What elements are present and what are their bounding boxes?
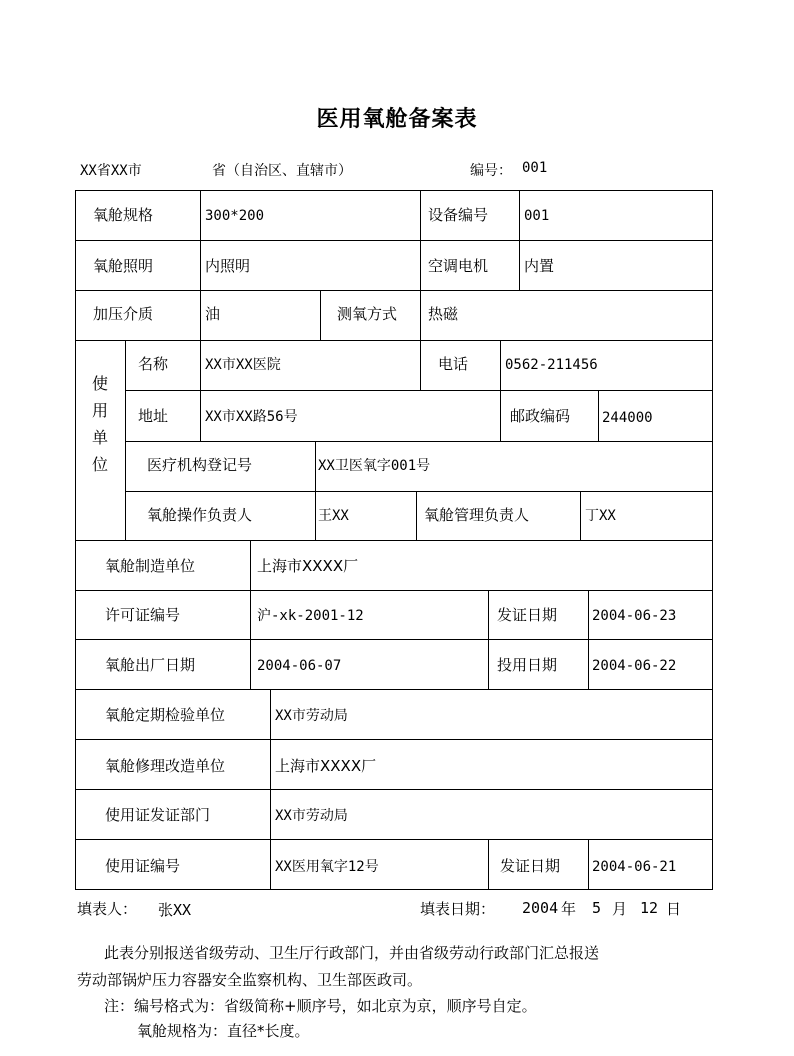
cert-no-label: 使用证编号 [105, 857, 181, 875]
fill-year: 2004 [522, 899, 559, 917]
filler-label: 填表人： [77, 900, 138, 918]
address-label: 地址 [138, 407, 169, 425]
address-value: XX市XX路56号 [205, 409, 298, 425]
fill-month-unit: 月 [612, 900, 628, 918]
cert-no-value: XX医用氧字12号 [275, 859, 379, 875]
repair-label: 氧舱修理改造单位 [105, 757, 226, 775]
note-line-4: 氧舱规格为：直径*长度。 [137, 1022, 310, 1040]
province-hint: 省（自治区、直辖市） [212, 163, 352, 179]
manufacturer-label: 氧舱制造单位 [105, 557, 196, 575]
oxygen-method-label: 测氧方式 [337, 305, 398, 323]
number-label: 编号： [470, 163, 512, 179]
number-value: 001 [522, 160, 548, 176]
name-value: XX市XX医院 [205, 357, 281, 373]
device-no-value: 001 [524, 208, 550, 224]
license-value: 沪-xk-2001-12 [257, 608, 364, 624]
medium-label: 加压介质 [93, 305, 154, 323]
spec-value: 300*200 [205, 208, 265, 224]
fill-day: 12 [640, 899, 659, 917]
region-text: XX省XX市 [80, 163, 142, 179]
cert-dept-label: 使用证发证部门 [105, 806, 211, 824]
fill-day-unit: 日 [666, 900, 682, 918]
fill-month: 5 [592, 899, 602, 917]
note-line-1: 此表分别报送省级劳动、卫生厅行政部门，并由省级劳动行政部门汇总报送 [104, 944, 600, 962]
issue-date-value: 2004-06-23 [592, 608, 677, 624]
registration-value: XX卫医氧字001号 [318, 458, 431, 474]
factory-date-value: 2004-06-07 [257, 658, 342, 674]
inspection-label: 氧舱定期检验单位 [105, 706, 226, 724]
name-label: 名称 [138, 355, 169, 373]
filler-value: 张XX [158, 901, 192, 919]
factory-date-label: 氧舱出厂日期 [105, 656, 196, 674]
cert-dept-value: XX市劳动局 [275, 808, 348, 824]
repair-value: 上海市XXXX厂 [275, 757, 377, 775]
phone-label: 电话 [438, 355, 469, 373]
fill-date-label: 填表日期： [420, 900, 496, 918]
cert-date-value: 2004-06-21 [592, 859, 677, 875]
operator-label: 氧舱操作负责人 [147, 506, 253, 524]
license-label: 许可证编号 [105, 606, 181, 624]
lighting-label: 氧舱照明 [93, 257, 154, 275]
service-date-label: 投用日期 [497, 656, 558, 674]
ac-label: 空调电机 [428, 257, 489, 275]
oxygen-method-value: 热磁 [428, 305, 459, 323]
user-unit-label: 使用单位 [91, 374, 108, 474]
cert-date-label: 发证日期 [500, 857, 561, 875]
registration-label: 医疗机构登记号 [147, 456, 253, 474]
page-title: 医用氧舱备案表 [316, 106, 478, 132]
operator-value: 王XX [318, 508, 349, 524]
manufacturer-value: 上海市XXXX厂 [257, 557, 359, 575]
issue-date-label: 发证日期 [497, 606, 558, 624]
medium-value: 油 [205, 305, 221, 323]
spec-label: 氧舱规格 [93, 206, 154, 224]
phone-value: 0562-211456 [505, 357, 598, 373]
postcode-label: 邮政编码 [510, 407, 571, 425]
inspection-value: XX市劳动局 [275, 708, 348, 724]
ac-value: 内置 [524, 257, 555, 275]
fill-year-unit: 年 [561, 900, 577, 918]
manager-label: 氧舱管理负责人 [424, 506, 530, 524]
note-line-3: 注：编号格式为：省级简称+顺序号，如北京为京，顺序号自定。 [104, 997, 537, 1015]
postcode-value: 244000 [602, 410, 653, 426]
note-line-2: 劳动部锅炉压力容器安全监察机构、卫生部医政司。 [77, 971, 423, 989]
manager-value: 丁XX [585, 508, 616, 524]
lighting-value: 内照明 [205, 257, 251, 275]
device-no-label: 设备编号 [428, 206, 489, 224]
service-date-value: 2004-06-22 [592, 658, 677, 674]
